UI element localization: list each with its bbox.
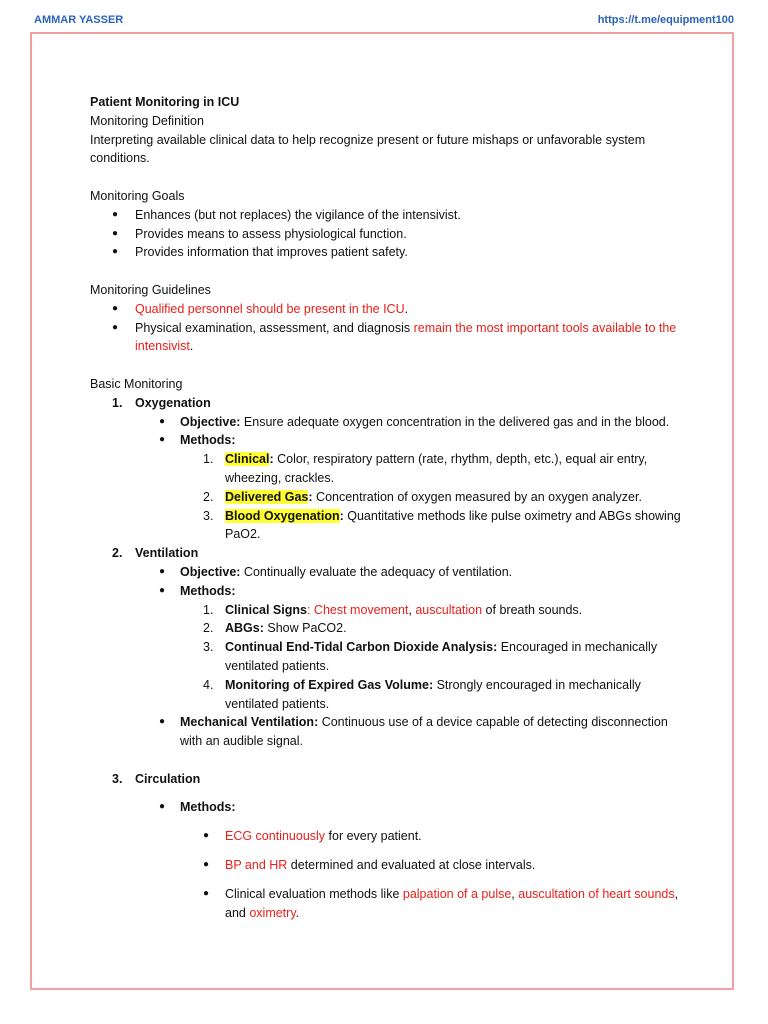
list-item: ● ECG continuously for every patient. bbox=[90, 827, 690, 846]
bullet-icon: ● bbox=[159, 565, 166, 577]
bullet-icon: ● bbox=[203, 859, 210, 871]
bullet-icon: ● bbox=[112, 208, 119, 220]
list-item: 2. ABGs: Show PaCO2. bbox=[203, 621, 347, 636]
document-body bbox=[90, 93, 690, 922]
bullet-icon: ● bbox=[112, 246, 119, 258]
guidelines-heading: Monitoring Guidelines bbox=[90, 282, 211, 297]
list-item: ● Qualified personnel should be present in the ICU. bbox=[90, 300, 690, 319]
bullet-icon: ● bbox=[112, 302, 119, 314]
goals-heading: Monitoring Goals bbox=[90, 188, 185, 203]
list-item: ● Objective: Ensure adequate oxygen concentration in the delivered gas and in the blood. bbox=[90, 413, 690, 432]
definition-text: Interpreting available clinical data to help recognize present or future mishaps or unfavorable system conditions. bbox=[90, 132, 646, 166]
list-item: 3. Blood Oxygenation: Quantitative methods like pulse oximetry and ABGs showing PaO2. bbox=[203, 508, 681, 542]
list-item: ● Physical examination, assessment, and diagnosis remain the most important tools available to the intensivist. bbox=[112, 320, 677, 354]
bullet-icon: ● bbox=[159, 415, 166, 427]
list-item: 4. Monitoring of Expired Gas Volume: Strongly encouraged in mechanically ventilated patients. bbox=[203, 677, 641, 711]
list-item: ● Provides means to assess physiological function. bbox=[90, 225, 690, 244]
basic-monitoring-heading: Basic Monitoring bbox=[90, 376, 183, 391]
bullet-icon: ● bbox=[112, 321, 119, 333]
list-item: ● BP and HR determined and evaluated at close intervals. bbox=[90, 856, 690, 875]
bullet-icon: ● bbox=[159, 434, 166, 446]
list-item: ● Mechanical Ventilation: Continuous use of a device capable of detecting disconnection with an audible signal. bbox=[159, 715, 668, 749]
bullet-icon: ● bbox=[112, 227, 119, 239]
list-item: ● Methods: bbox=[90, 431, 690, 450]
list-item: ● Provides information that improves patient safety. bbox=[90, 243, 690, 262]
definition-heading: Monitoring Definition bbox=[90, 113, 204, 128]
list-item: 1. Clinical Signs: Chest movement, auscultation of breath sounds. bbox=[203, 602, 583, 617]
list-item: 2. Delivered Gas: Concentration of oxygen measured by an oxygen analyzer. bbox=[203, 489, 642, 504]
section-ventilation: 2. Ventilation bbox=[112, 546, 199, 561]
section-oxygenation: 1. Oxygenation bbox=[112, 395, 211, 410]
list-item: ● Objective: Continually evaluate the adequacy of ventilation. bbox=[90, 563, 690, 582]
list-item: ● Clinical evaluation methods like palpation of a pulse, auscultation of heart sounds, and oximetry. bbox=[203, 886, 679, 920]
list-item: 3. Continual End-Tidal Carbon Dioxide Analysis: Encouraged in mechanically ventilated patients. bbox=[203, 640, 658, 673]
header-author: AMMAR YASSER bbox=[34, 14, 124, 26]
bullet-icon: ● bbox=[203, 830, 210, 842]
list-item: 1. Clinical: Color, respiratory pattern (rate, rhythm, depth, etc.), equal air entry, wheezing, crackles. bbox=[203, 452, 648, 485]
bullet-icon: ● bbox=[159, 801, 166, 813]
header-link[interactable]: https://t.me/equipment100 bbox=[597, 14, 734, 26]
list-item: ● Methods: bbox=[90, 582, 690, 601]
doc-title: Patient Monitoring in ICU bbox=[90, 95, 240, 109]
bullet-icon: ● bbox=[203, 887, 210, 899]
section-circulation: 3. Circulation bbox=[112, 771, 201, 786]
bullet-icon: ● bbox=[159, 716, 166, 728]
list-item: ● Enhances (but not replaces) the vigilance of the intensivist. bbox=[90, 206, 690, 225]
list-item: ● Methods: bbox=[90, 798, 690, 817]
bullet-icon: ● bbox=[159, 584, 166, 596]
